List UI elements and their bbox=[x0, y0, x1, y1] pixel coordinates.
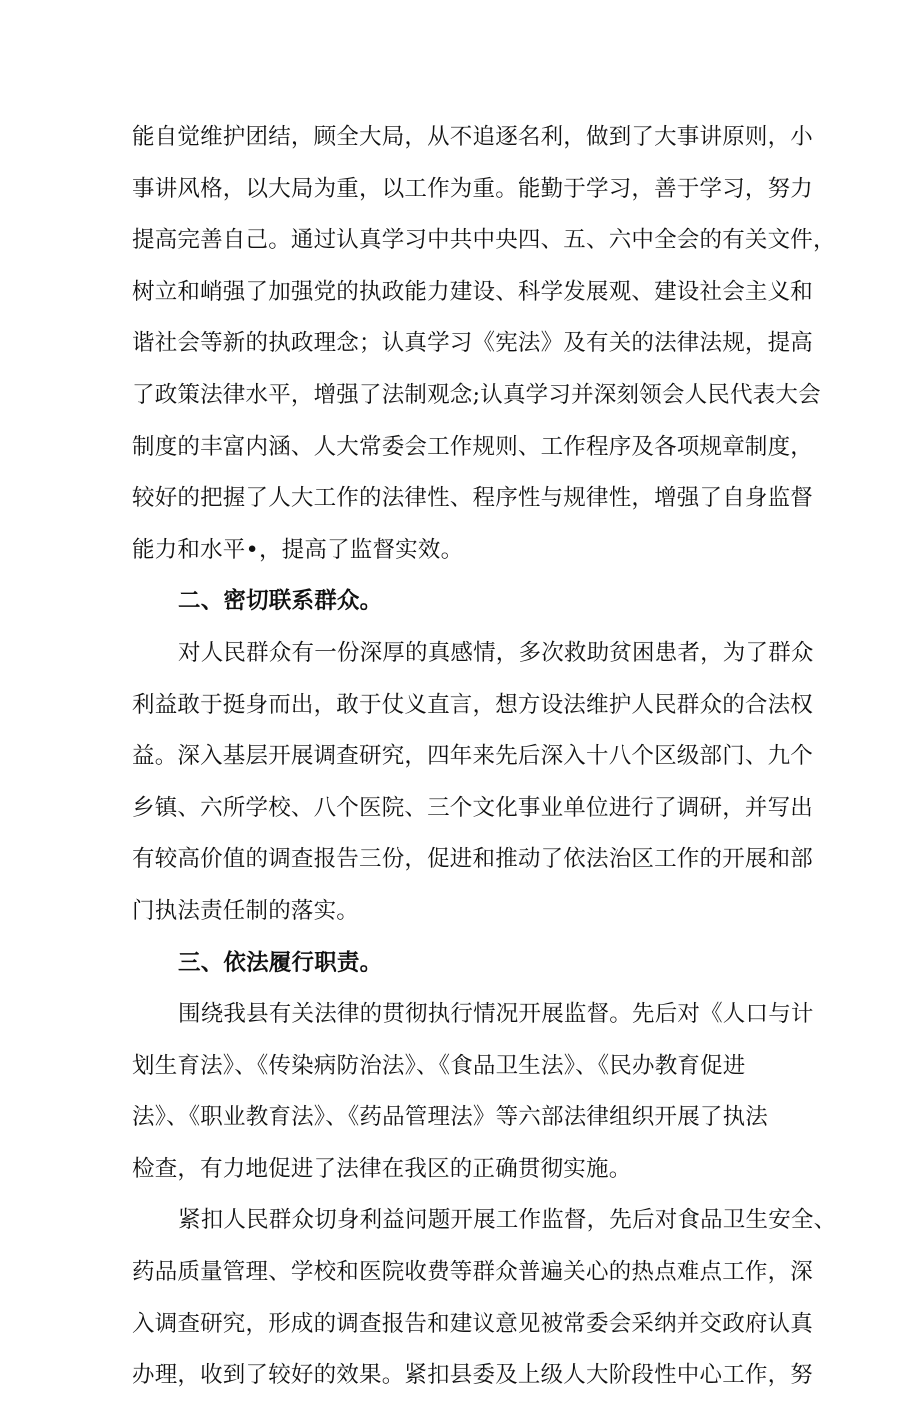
text-line: 事讲风格，以大局为重，以工作为重。能勤于学习，善于学习，努力 bbox=[132, 175, 814, 202]
document-body bbox=[132, 112, 837, 1402]
text-line: 制度的丰富内涵、人大常委会工作规则、工作程序及各项规章制度， bbox=[132, 433, 814, 460]
text-line: 提高完善自己。通过认真学习中共中央四、五、六中全会的有关文件， bbox=[132, 227, 836, 254]
text-line: 益。深入基层开展调查研究，四年来先后深入十八个区级部门、九个 bbox=[132, 743, 814, 770]
text-line: 药品质量管理、学校和医院收费等群众普遍关心的热点难点工作，深 bbox=[132, 1259, 814, 1286]
section-heading-three: 三、依法履行职责。 bbox=[178, 949, 383, 976]
text-line: 检查，有力地促进了法律在我区的正确贯彻实施。 bbox=[132, 1155, 632, 1182]
text-line: 门执法责任制的落实。 bbox=[132, 897, 360, 924]
text-line: 围绕我县有关法律的贯彻执行情况开展监督。先后对《人口与计 bbox=[178, 1001, 814, 1028]
text-line: 对人民群众有一份深厚的真感情，多次救助贫困患者，为了群众 bbox=[178, 639, 814, 666]
text-line: 谐社会等新的执政理念；认真学习《宪法》及有关的法律法规，提高 bbox=[132, 330, 814, 357]
text-line: 树立和峭强了加强党的执政能力建设、科学发展观、建设社会主义和 bbox=[132, 278, 814, 305]
text-line: 了政策法律水平，增强了法制观念;认真学习并深刻领会人民代表大会 bbox=[132, 381, 821, 408]
section-heading-two: 二、密切联系群众。 bbox=[178, 588, 383, 615]
text-line: 能力和水平•，提高了监督实效。 bbox=[132, 536, 464, 563]
text-line: 乡镇、六所学校、八个医院、三个文化事业单位进行了调研，并写出 bbox=[132, 794, 814, 821]
text-line: 紧扣人民群众切身利益问题开展工作监督，先后对食品卫生安全、 bbox=[178, 1207, 837, 1234]
text-line: 利益敢于挺身而出，敢于仗义直言，想方设法维护人民群众的合法权 bbox=[132, 691, 814, 718]
text-line: 能自觉维护团结，顾全大局，从不追逐名利，做到了大事讲原则，小 bbox=[132, 124, 814, 150]
text-line: 法》、《职业教育法》、《药品管理法》等六部法律组织开展了执法 bbox=[132, 1104, 769, 1131]
text-line: 较好的把握了人大工作的法律性、程序性与规律性，增强了自身监督 bbox=[132, 485, 814, 512]
text-line: 划生育法》、《传染病防治法》、《食品卫生法》、《民办教育促进 bbox=[132, 1052, 746, 1079]
text-line: 入调查研究，形成的调查报告和建议意见被常委会采纳并交政府认真 bbox=[132, 1310, 814, 1337]
text-line: 有较高价值的调查报告三份，促进和推动了依法治区工作的开展和部 bbox=[132, 846, 814, 873]
text-line: 办理，收到了较好的效果。紧扣县委及上级人大阶段性中心工作，努 bbox=[132, 1362, 814, 1389]
